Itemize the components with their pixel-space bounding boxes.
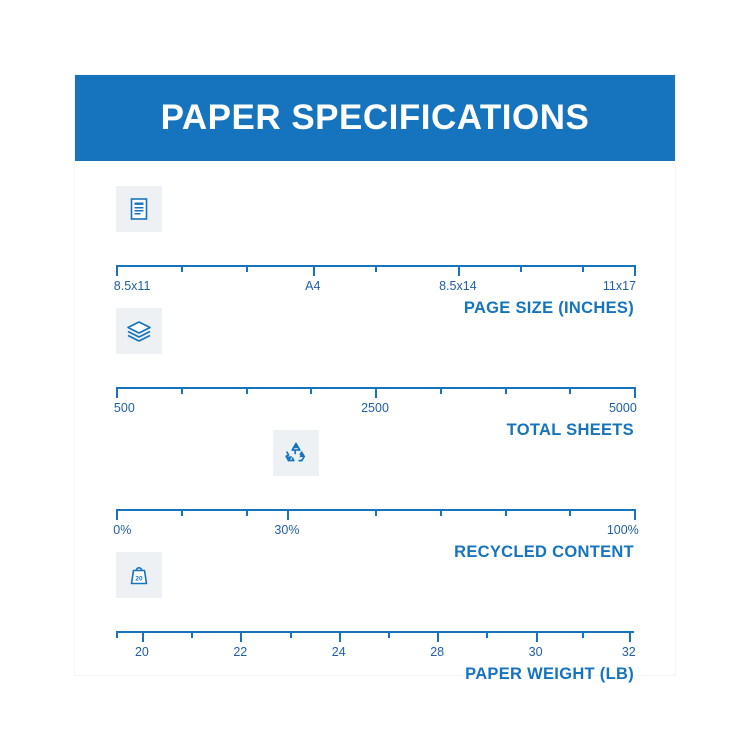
tick-label: 20 [134, 645, 149, 659]
tick-label: 28 [430, 645, 445, 659]
page-title: PAPER SPECIFICATIONS [160, 98, 590, 137]
tick [582, 631, 584, 638]
recycled-content-ruler [113, 509, 639, 537]
tick [536, 631, 538, 642]
tick-label: 11x17 [602, 279, 636, 293]
tick [440, 509, 442, 516]
tick-label: 8.5x14 [439, 279, 477, 293]
spec-title-total-sheets: TOTAL SHEETS [506, 421, 634, 439]
stack-icon [125, 318, 153, 344]
tick [181, 265, 183, 272]
tick [287, 509, 289, 520]
card-header [75, 75, 675, 161]
weight-icon-tile [116, 552, 162, 598]
specs-body [75, 161, 675, 683]
tick [246, 509, 248, 516]
tick [437, 631, 439, 642]
tick [629, 631, 631, 642]
tick [246, 265, 248, 272]
tick-label: 22 [233, 645, 248, 659]
tick-label: A4 [305, 279, 321, 293]
stack-icon-tile [116, 308, 162, 354]
tick-label: 500 [113, 401, 135, 415]
recycle-icon-tile [273, 430, 319, 476]
axis-line [116, 631, 634, 633]
tick [240, 631, 242, 642]
tick [388, 631, 390, 638]
tick [634, 387, 636, 398]
tick [486, 631, 488, 638]
tick [142, 631, 144, 642]
tick [505, 387, 507, 394]
spec-title-recycled-content: RECYCLED CONTENT [454, 543, 634, 561]
total-sheets-ruler [113, 387, 637, 415]
tick-label: 5000 [608, 401, 637, 415]
tick [375, 265, 377, 272]
tick-label: 32 [621, 645, 636, 659]
tick [290, 631, 292, 638]
tick-label: 100% [606, 523, 639, 537]
tick [339, 631, 341, 642]
tick [181, 509, 183, 516]
tick [116, 265, 118, 276]
tick [116, 631, 118, 638]
spec-title-page-size: PAGE SIZE (INCHES) [463, 299, 634, 317]
tick [246, 387, 248, 394]
tick [116, 387, 118, 398]
tick [313, 265, 315, 276]
specifications-card [75, 75, 675, 683]
tick [191, 631, 193, 638]
tick [569, 509, 571, 516]
tick [458, 265, 460, 276]
paper-weight-ruler [116, 631, 636, 659]
tick [569, 387, 571, 394]
document-icon-tile [116, 186, 162, 232]
tick [634, 265, 636, 276]
tick [375, 387, 377, 398]
tick-label: 30% [274, 523, 300, 537]
tick-label: 8.5x11 [113, 279, 151, 293]
tick [181, 387, 183, 394]
tick [505, 509, 507, 516]
recycle-icon [282, 439, 310, 467]
tick [440, 387, 442, 394]
tick [582, 265, 584, 272]
tick [375, 509, 377, 516]
tick-label: 2500 [361, 401, 389, 415]
svg-text:20: 20 [135, 575, 143, 583]
weight-icon [126, 562, 152, 588]
page-size-ruler [113, 265, 636, 293]
document-icon [126, 196, 152, 222]
tick [520, 265, 522, 272]
tick [116, 509, 118, 520]
tick [634, 509, 636, 520]
tick [310, 387, 312, 394]
spec-title-paper-weight: PAPER WEIGHT (LB) [465, 665, 634, 683]
tick-label: 24 [331, 645, 346, 659]
tick-label: 0% [113, 523, 132, 537]
tick-label: 30 [528, 645, 543, 659]
